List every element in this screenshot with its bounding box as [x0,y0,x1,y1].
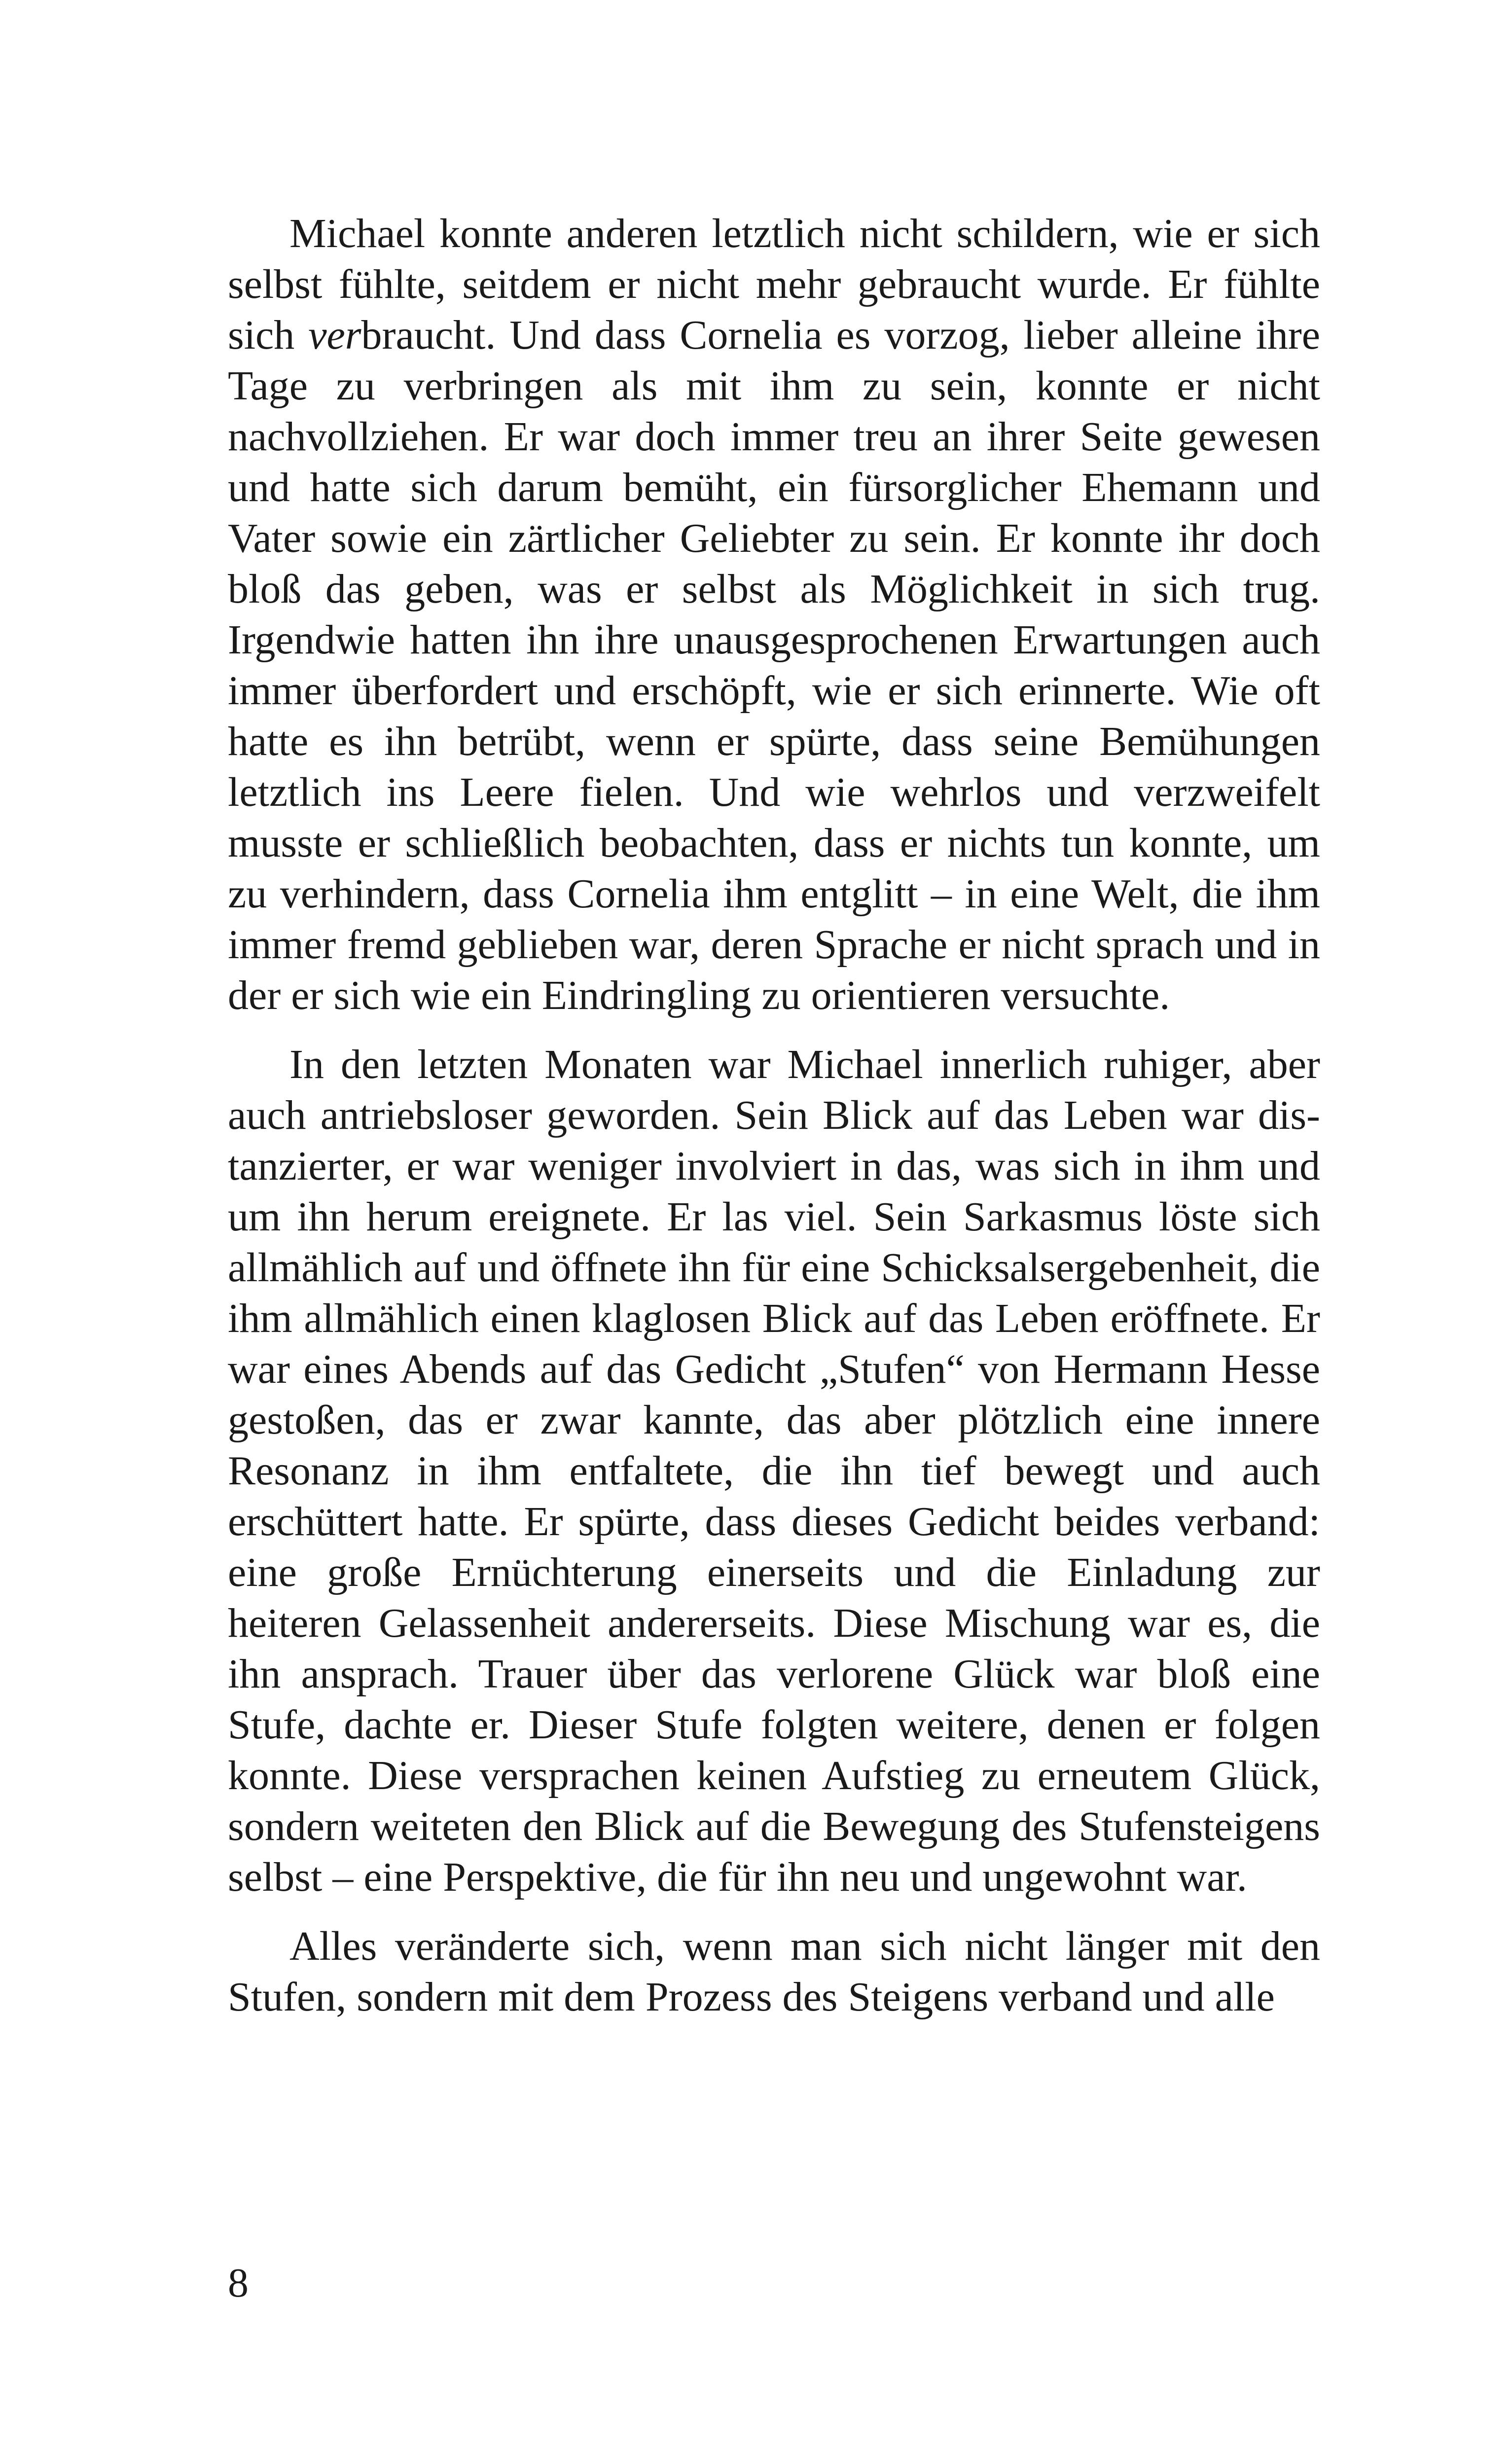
italic-emphasis: ver [308,312,361,358]
paragraph-1 [228,208,1320,1021]
paragraph-1-text-end: braucht. Und dass Cornelia es vorzog, lieber alleine ihre Tage zu verbringen als mit ihm zu sein, konnte er nicht nachvollziehen. Er war doch immer treu an ihrer Seite gewesen und hatte sich darum bemüht, ein fürsorglicher Ehemann und Vater sowie ein zärtlicher Geliebter zu sein. Er konnte ihr doch bloß das geben, was er selbst als Möglichkeit in sich trug. Irgendwie hatten ihn ihre unausgesprochenen Erwartungen auch immer überfordert und erschöpft, wie er sich erinnerte. Wie oft hatte es ihn betrübt, wenn er spürte, dass seine Bemühungen letztlich ins Leere fielen. Und wie wehrlos und verzweifelt musste er schließlich beobachten, dass er nichts tun konnte, um zu verhindern, dass Cornelia ihm entglitt – in eine Welt, die ihm immer fremd geblieben war, deren Sprache er nicht sprach und in der er sich wie ein Eindringling zu orientieren versuchte. [228,312,1321,1018]
body-text [228,208,1320,2022]
page-number: 8 [228,2260,249,2306]
paragraph-1-text-start: Michael konnte anderen letztlich nicht schildern, wie er sich selbst fühlte, seitdem er nicht mehr gebraucht wurde. Er fühlte sich [228,211,1320,358]
paragraph-2: In den letzten Monaten war Michael innerlich ruhiger, aber auch antriebsloser geworden. Sein Blick auf das Leben war distanzierter, er war weniger involviert in das, was sich in ihm und um ihn herum ereignete. Er las viel. Sein Sarkasmus löste sich allmählich auf und öffnete ihn für eine Schicksalsergebenheit, die ihm allmählich einen klaglosen Blick auf das Leben eröffnete. Er war eines Abends auf das Gedicht „Stufen“ von Hermann Hesse gestoßen, das er zwar kannte, das aber plötzlich eine innere Resonanz in ihm entfaltete, die ihn tief bewegt und auch erschüttert hatte. Er spürte, dass dieses Gedicht beides verband: eine große Ernüchterung einerseits und die Einladung zur heiteren Gelassenheit andererseits. Diese Mischung war es, die ihn ansprach. Trauer über das verlorene Glück war bloß eine Stufe, dachte er. Dieser Stufe folgten weitere, denen er folgen konnte. Diese versprachen keinen Aufstieg zu erneutem Glück, sondern weiteten den Blick auf die Bewegung des Stufensteigens selbst – eine Perspektive, die für ihn neu und ungewohnt war. [228,1042,1320,1900]
paragraph-3: Alles veränderte sich, wenn man sich nicht länger mit den Stufen, sondern mit dem Prozess des Steigens verband und alle [228,1923,1320,2020]
